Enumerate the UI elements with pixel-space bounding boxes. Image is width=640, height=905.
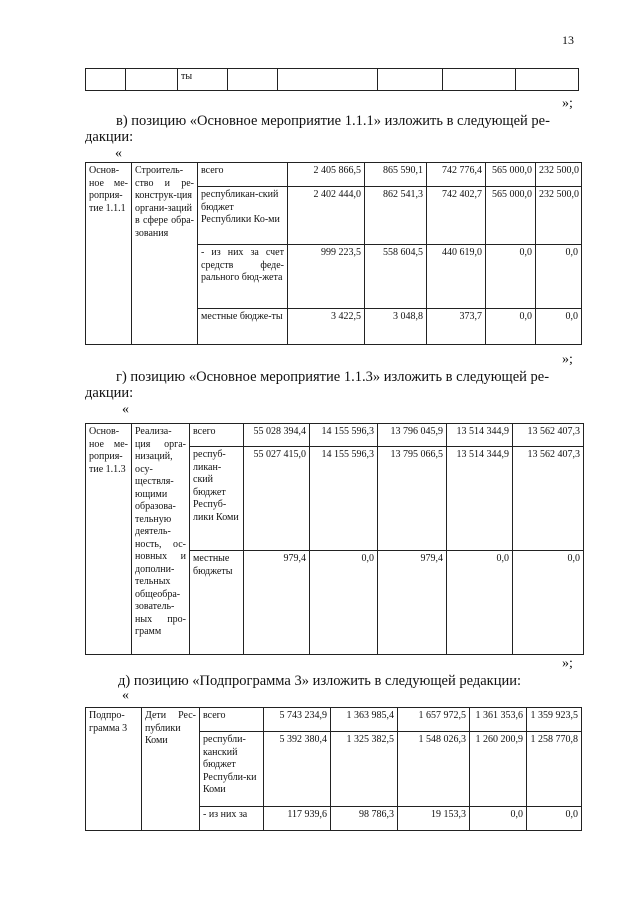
cell-value: 0,0 (470, 807, 527, 831)
cell-value: 5 743 234,9 (264, 708, 331, 732)
cell-value: 0,0 (527, 807, 582, 831)
table-measure-1-1-1 (85, 162, 582, 345)
row-label: - из них за счет средств феде-рального бюд-жета (198, 245, 288, 309)
table-subprogram-3 (85, 707, 582, 831)
cell-value: 440 619,0 (427, 245, 486, 309)
cell-value: 742 776,4 (427, 163, 486, 187)
closing-quote-b-prev: »; (562, 96, 573, 111)
measure-description: Реализа-ция орга-низаций, осу-ществля-ющими образова-тельную деятель-ность, ос-новных и дополни-тельных общеобра-зователь-ных про-грамм (132, 424, 190, 655)
cell-value: 979,4 (244, 551, 310, 655)
row-label: всего (190, 424, 244, 447)
cell-value: 999 223,5 (288, 245, 365, 309)
cell-value: 19 153,3 (398, 807, 470, 831)
paragraph-v-line2: дакции: (85, 129, 134, 145)
closing-quote-v: »; (562, 352, 573, 367)
open-quote-g: « (122, 402, 129, 417)
cell-value: 5 392 380,4 (264, 732, 331, 807)
cell-value: 862 541,3 (365, 187, 427, 245)
cell-value: 865 590,1 (365, 163, 427, 187)
page-number: 13 (562, 33, 574, 47)
cell-value: 1 325 382,5 (331, 732, 398, 807)
cell-value: 1 657 972,5 (398, 708, 470, 732)
open-quote-d: « (122, 688, 129, 703)
row-label: респуб-ликан-ский бюджет Респуб-лики Коми (190, 447, 244, 551)
paragraph-d-line1: д) позицию «Подпрограмма 3» изложить в следующей редакции: (118, 673, 522, 689)
cell-value: 13 796 045,9 (378, 424, 447, 447)
cell-value: 98 786,3 (331, 807, 398, 831)
cell-value: 979,4 (378, 551, 447, 655)
cell-value: 0,0 (486, 245, 536, 309)
measure-description: Строитель-ство и ре-конструк-ция органи-заций в сфере обра-зования (132, 163, 198, 345)
cell-value: 2 402 444,0 (288, 187, 365, 245)
cell-value: 1 548 026,3 (398, 732, 470, 807)
cell-value: 13 562 407,3 (513, 424, 584, 447)
cell-value: 373,7 (427, 309, 486, 345)
row-label: всего (198, 163, 288, 187)
cell-value: 2 405 866,5 (288, 163, 365, 187)
cell-value: 55 028 394,4 (244, 424, 310, 447)
row-label: местные бюджеты (190, 551, 244, 655)
cell-value: 14 155 596,3 (310, 424, 378, 447)
row-label: республикан-ский бюджет Республики Ко-ми (198, 187, 288, 245)
cell-value: 3 048,8 (365, 309, 427, 345)
top-table-fragment (85, 68, 579, 91)
cell-value: 0,0 (536, 245, 582, 309)
cell-value: 0,0 (310, 551, 378, 655)
row-label: - из них за (200, 807, 264, 831)
cell-value: 13 795 066,5 (378, 447, 447, 551)
cell-value: 1 363 985,4 (331, 708, 398, 732)
measure-name: Основ-ное ме-роприя-тие 1.1.3 (86, 424, 132, 655)
cell-value: 0,0 (536, 309, 582, 345)
table-measure-1-1-3 (85, 423, 584, 655)
subprogram-name: Подпро-грамма 3 (86, 708, 142, 831)
cell-value: 3 422,5 (288, 309, 365, 345)
cell-value: 742 402,7 (427, 187, 486, 245)
cell-value: 0,0 (513, 551, 584, 655)
cell-value: 55 027 415,0 (244, 447, 310, 551)
cell-value: 0,0 (486, 309, 536, 345)
row-label: местные бюдже-ты (198, 309, 288, 345)
cell-value: 14 155 596,3 (310, 447, 378, 551)
cell-value: 13 562 407,3 (513, 447, 584, 551)
row-label: всего (200, 708, 264, 732)
cell-value: 565 000,0 (486, 187, 536, 245)
paragraph-g-line1: г) позицию «Основное мероприятие 1.1.3» изложить в следующей ре- (116, 369, 550, 385)
closing-quote-g: »; (562, 656, 573, 671)
top-table-cell: ты (178, 69, 228, 91)
cell-value: 1 258 770,8 (527, 732, 582, 807)
paragraph-v-line1: в) позицию «Основное мероприятие 1.1.1» изложить в следующей ре- (116, 113, 550, 129)
open-quote-v: « (115, 146, 122, 161)
cell-value: 13 514 344,9 (447, 447, 513, 551)
cell-value: 1 359 923,5 (527, 708, 582, 732)
cell-value: 13 514 344,9 (447, 424, 513, 447)
cell-value: 558 604,5 (365, 245, 427, 309)
cell-value: 232 500,0 (536, 163, 582, 187)
cell-value: 1 260 200,9 (470, 732, 527, 807)
cell-value: 0,0 (447, 551, 513, 655)
cell-value: 117 939,6 (264, 807, 331, 831)
paragraph-g-line2: дакции: (85, 385, 134, 401)
cell-value: 232 500,0 (536, 187, 582, 245)
measure-name: Основ-ное ме-роприя-тие 1.1.1 (86, 163, 132, 345)
cell-value: 1 361 353,6 (470, 708, 527, 732)
row-label: республи-канский бюджет Республи-ки Коми (200, 732, 264, 807)
cell-value: 565 000,0 (486, 163, 536, 187)
subprogram-description: Дети Рес-публики Коми (142, 708, 200, 831)
